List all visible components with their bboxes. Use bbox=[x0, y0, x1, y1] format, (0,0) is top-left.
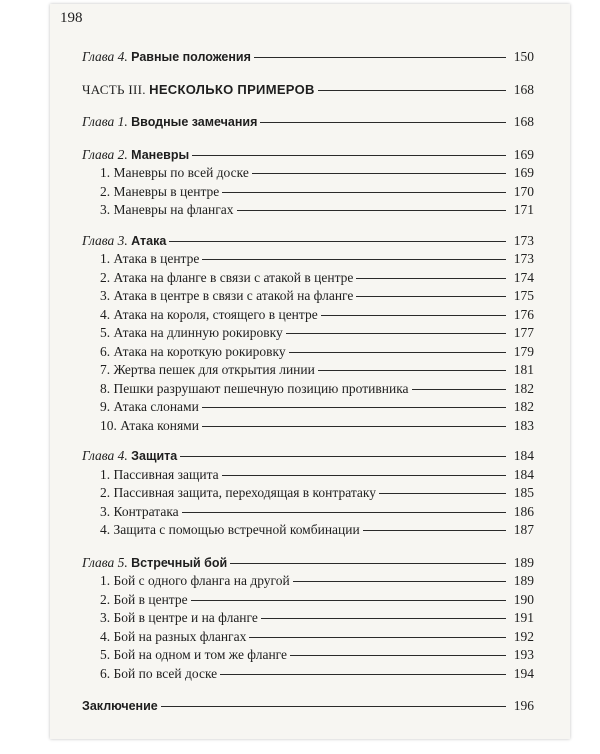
dot-leader bbox=[260, 122, 506, 123]
page-ref: 186 bbox=[513, 503, 534, 519]
dot-leader bbox=[202, 426, 506, 427]
toc-part-entry[interactable] bbox=[82, 81, 534, 100]
section-title: 3. Маневры на флангах bbox=[100, 202, 234, 217]
page-ref: 168 bbox=[513, 114, 534, 129]
section-title: 2. Бой в центре bbox=[100, 591, 188, 607]
dot-leader bbox=[180, 456, 506, 457]
toc-section-entry[interactable] bbox=[82, 646, 534, 665]
page-ref: 187 bbox=[513, 522, 534, 537]
section-title: 3. Контратака bbox=[100, 503, 179, 519]
dot-leader bbox=[237, 210, 506, 211]
chapter-title: Защита bbox=[131, 449, 178, 463]
page-ref: 194 bbox=[513, 665, 534, 681]
chapter-label: Глава 5. bbox=[82, 554, 128, 570]
toc-section-entry[interactable] bbox=[82, 466, 534, 485]
section-title: 3. Атака в центре в связи с атакой на фланге bbox=[100, 288, 354, 303]
dot-leader bbox=[222, 192, 506, 193]
page-ref: 177 bbox=[513, 325, 534, 340]
page-ref: 183 bbox=[513, 417, 534, 433]
section-title: 7. Жертва пешек для открытия линии bbox=[100, 362, 315, 377]
toc-chapter-entry[interactable] bbox=[82, 48, 534, 67]
section-title: 1. Бой с одного фланга на другой bbox=[100, 573, 290, 588]
page-ref: 170 bbox=[513, 183, 534, 199]
toc-section-entry[interactable] bbox=[82, 591, 534, 610]
page-ref: 173 bbox=[513, 232, 534, 248]
toc-section-entry[interactable] bbox=[82, 343, 534, 362]
page-ref: 182 bbox=[513, 380, 534, 396]
chapter-label: Глава 3. bbox=[82, 232, 128, 248]
chapter-label: Глава 4. bbox=[82, 448, 128, 463]
page-ref: 184 bbox=[513, 466, 534, 482]
dot-leader bbox=[169, 241, 506, 242]
chapter-label: Глава 4. bbox=[82, 49, 128, 64]
dot-leader bbox=[220, 674, 506, 675]
page-ref: 169 bbox=[513, 146, 534, 162]
page-ref: 185 bbox=[513, 485, 534, 500]
section-title: 4. Защита с помощью встречной комбинации bbox=[100, 522, 360, 537]
dot-leader bbox=[289, 352, 506, 353]
dot-leader bbox=[412, 389, 506, 390]
section-title: 9. Атака слонами bbox=[100, 399, 199, 414]
page-ref: 182 bbox=[513, 399, 534, 414]
section-title: 4. Бой на разных флангах bbox=[100, 628, 247, 644]
page-ref: 196 bbox=[513, 698, 534, 713]
section-title: 10. Атака конями bbox=[100, 417, 199, 433]
chapter-label: Глава 1. bbox=[82, 114, 128, 129]
dot-leader bbox=[191, 600, 506, 601]
page-ref: 193 bbox=[513, 647, 534, 662]
page-ref: 169 bbox=[513, 165, 534, 180]
dot-leader bbox=[290, 655, 506, 656]
toc-section-entry[interactable] bbox=[82, 417, 534, 436]
page-ref: 173 bbox=[513, 251, 534, 266]
dot-leader bbox=[182, 512, 506, 513]
page-ref: 181 bbox=[513, 362, 534, 377]
page-ref: 174 bbox=[513, 269, 534, 285]
toc-chapter-entry[interactable] bbox=[82, 113, 534, 132]
toc-section-entry[interactable] bbox=[82, 628, 534, 647]
toc-chapter-entry[interactable] bbox=[82, 554, 534, 573]
toc-section-entry[interactable] bbox=[82, 269, 534, 288]
toc-chapter-entry[interactable] bbox=[82, 232, 534, 251]
section-title: 2. Атака на фланге в связи с атакой в центре bbox=[100, 269, 354, 285]
section-title: 5. Атака на длинную рокировку bbox=[100, 325, 283, 340]
toc-section-entry[interactable] bbox=[82, 503, 534, 522]
page-ref: 191 bbox=[513, 610, 534, 625]
section-title: 5. Бой на одном и том же фланге bbox=[100, 647, 288, 662]
dot-leader bbox=[249, 637, 506, 638]
page-ref: 168 bbox=[513, 81, 534, 97]
dot-leader bbox=[222, 475, 506, 476]
dot-leader bbox=[379, 493, 506, 494]
table-of-contents bbox=[82, 48, 534, 716]
dot-leader bbox=[261, 618, 506, 619]
section-title: 3. Бой в центре и на фланге bbox=[100, 610, 258, 625]
toc-section-entry[interactable] bbox=[82, 665, 534, 684]
chapter-title: Вводные замечания bbox=[131, 115, 258, 129]
toc-section-entry[interactable] bbox=[82, 324, 534, 343]
section-title: 4. Атака на короля, стоящего в центре bbox=[100, 306, 318, 322]
dot-leader bbox=[356, 278, 506, 279]
part-title: НЕСКОЛЬКО ПРИМЕРОВ bbox=[149, 81, 315, 97]
page-ref: 150 bbox=[513, 49, 534, 64]
dot-leader bbox=[356, 296, 506, 297]
page-number: 198 bbox=[60, 10, 83, 26]
page-ref: 190 bbox=[513, 591, 534, 607]
page-ref: 171 bbox=[513, 202, 534, 217]
toc-chapter-entry[interactable] bbox=[82, 146, 534, 165]
page-ref: 179 bbox=[513, 343, 534, 359]
toc-section-entry[interactable] bbox=[82, 164, 534, 183]
toc-section-entry[interactable] bbox=[82, 484, 534, 503]
dot-leader bbox=[363, 530, 506, 531]
section-title: 1. Пассивная защита bbox=[100, 466, 219, 482]
page-ref: 184 bbox=[513, 448, 534, 463]
toc-section-entry[interactable] bbox=[82, 183, 534, 202]
dot-leader bbox=[161, 706, 506, 707]
dot-leader bbox=[293, 581, 506, 582]
page-ref: 189 bbox=[513, 554, 534, 570]
section-title: 6. Атака на короткую рокировку bbox=[100, 343, 286, 359]
page-ref: 175 bbox=[513, 288, 534, 303]
chapter-title: Атака bbox=[131, 233, 167, 248]
toc-chapter-entry[interactable] bbox=[82, 447, 534, 466]
toc-section-entry[interactable] bbox=[82, 201, 534, 220]
dot-leader bbox=[202, 407, 506, 408]
chapter-title: Маневры bbox=[131, 147, 190, 162]
toc-section-entry[interactable] bbox=[82, 521, 534, 540]
toc-section-entry[interactable] bbox=[82, 306, 534, 325]
chapter-label: Глава 2. bbox=[82, 146, 128, 162]
dot-leader bbox=[230, 563, 506, 564]
section-title: 1. Атака в центре bbox=[100, 251, 200, 266]
section-title: 8. Пешки разрушают пешечную позицию противника bbox=[100, 380, 409, 396]
toc-section-entry[interactable] bbox=[82, 287, 534, 306]
toc-section-entry[interactable] bbox=[82, 250, 534, 269]
dot-leader bbox=[192, 155, 506, 156]
page-ref: 192 bbox=[513, 628, 534, 644]
page-ref: 176 bbox=[513, 306, 534, 322]
section-title: 6. Бой по всей доске bbox=[100, 665, 218, 681]
dot-leader bbox=[286, 333, 506, 334]
toc-conclusion-entry[interactable] bbox=[82, 697, 534, 716]
dot-leader bbox=[254, 57, 506, 58]
section-title: 2. Маневры в центре bbox=[100, 183, 220, 199]
section-title: 1. Маневры по всей доске bbox=[100, 165, 249, 180]
dot-leader bbox=[318, 90, 506, 91]
page-ref: 189 bbox=[513, 573, 534, 588]
dot-leader bbox=[252, 173, 506, 174]
toc-section-entry[interactable] bbox=[82, 398, 534, 417]
book-page bbox=[50, 4, 570, 739]
section-title: 2. Пассивная защита, переходящая в контратаку bbox=[100, 485, 377, 500]
dot-leader bbox=[202, 259, 506, 260]
chapter-title: Равные положения bbox=[131, 50, 251, 64]
toc-section-entry[interactable] bbox=[82, 380, 534, 399]
dot-leader bbox=[321, 315, 506, 316]
chapter-title: Встречный бой bbox=[131, 555, 228, 570]
conclusion-title: Заключение bbox=[82, 699, 158, 713]
toc-section-entry[interactable] bbox=[82, 609, 534, 628]
toc-section-entry[interactable] bbox=[82, 572, 534, 591]
part-label: ЧАСТЬ III. bbox=[82, 81, 146, 97]
dot-leader bbox=[318, 370, 506, 371]
toc-section-entry[interactable] bbox=[82, 361, 534, 380]
